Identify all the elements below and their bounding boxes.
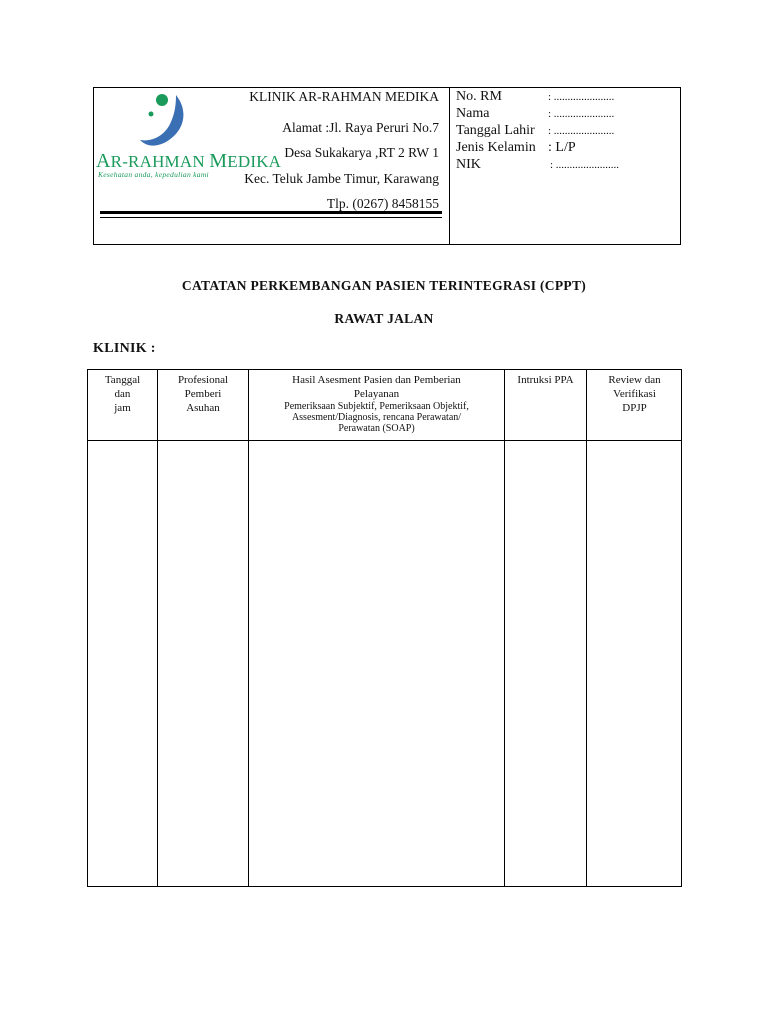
field-label: Nama bbox=[456, 106, 490, 121]
clinic-address-2: Desa Sukakarya ,RT 2 RW 1 bbox=[284, 145, 439, 160]
header-line: Asuhan bbox=[186, 402, 220, 414]
clinic-address-3: Kec. Teluk Jambe Timur, Karawang bbox=[244, 171, 439, 186]
header-subline: Pemeriksaan Subjektif, Pemeriksaan Objektif, bbox=[284, 401, 469, 412]
header-line: DPJP bbox=[622, 402, 647, 414]
field-label: Jenis Kelamin bbox=[456, 140, 536, 155]
header-line: Verifikasi bbox=[613, 388, 656, 400]
header-line: Pelayanan bbox=[353, 388, 400, 400]
field-label: Tanggal Lahir bbox=[456, 123, 535, 138]
field-value: : L/P bbox=[548, 140, 576, 155]
clinic-phone: Tlp. (0267) 8458155 bbox=[326, 196, 439, 211]
header-subline: Assesment/Diagnosis, rencana Perawatan/ bbox=[291, 412, 462, 423]
field-no-rm[interactable] bbox=[456, 89, 615, 105]
field-label: No. RM bbox=[456, 89, 502, 104]
clinic-label: KLINIK : bbox=[93, 341, 156, 356]
table-header-divider bbox=[88, 440, 681, 441]
logo-brand-name: AR-RAHMAN MEDIKA bbox=[96, 150, 282, 172]
header-line: Tanggal bbox=[104, 374, 141, 386]
field-value: : ...................... bbox=[548, 91, 615, 103]
header-rule-thin bbox=[100, 217, 442, 218]
logo-tagline: Kesehatan anda, kepedulian kami bbox=[98, 170, 209, 179]
column-divider bbox=[157, 370, 158, 886]
column-header-review-dpjp bbox=[587, 373, 682, 415]
field-value: : ...................... bbox=[548, 108, 615, 120]
cppt-table bbox=[87, 369, 682, 887]
column-header-tanggal bbox=[88, 373, 157, 415]
field-jenis-kelamin[interactable] bbox=[456, 140, 576, 156]
header-rule-thick bbox=[100, 211, 442, 214]
column-header-hasil-asesment bbox=[249, 373, 504, 434]
header-divider bbox=[449, 88, 450, 244]
logo-dot-small bbox=[149, 112, 154, 117]
header-box bbox=[93, 87, 681, 245]
column-divider bbox=[586, 370, 587, 886]
logo-dot-large bbox=[156, 94, 168, 106]
clinic-address-1: Alamat :Jl. Raya Peruri No.7 bbox=[282, 120, 439, 135]
document-title: CATATAN PERKEMBANGAN PASIEN TERINTEGRASI (CPPT) bbox=[181, 278, 587, 293]
column-divider bbox=[504, 370, 505, 886]
header-line: jam bbox=[114, 402, 131, 414]
column-header-profesional bbox=[158, 373, 248, 415]
header-line: Hasil Asesment Pasien dan Pemberian bbox=[292, 374, 461, 386]
column-divider bbox=[248, 370, 249, 886]
header-subline: Perawatan (SOAP) bbox=[338, 423, 415, 434]
clinic-name: KLINIK AR-RAHMAN MEDIKA bbox=[249, 89, 439, 104]
header-line: Profesional bbox=[177, 374, 229, 386]
field-tanggal-lahir[interactable] bbox=[456, 123, 615, 139]
field-value: : ...................... bbox=[548, 125, 615, 137]
header-line: Intruksi PPA bbox=[517, 374, 574, 386]
header-line: Review dan bbox=[608, 374, 661, 386]
column-header-intruksi-ppa bbox=[505, 373, 586, 387]
header-line: Pemberi bbox=[184, 388, 222, 400]
document-subtitle: RAWAT JALAN bbox=[334, 311, 434, 326]
header-line: dan bbox=[114, 388, 131, 400]
field-nama[interactable] bbox=[456, 106, 615, 122]
field-value: : ....................... bbox=[550, 159, 620, 171]
field-label: NIK bbox=[456, 157, 481, 172]
field-nik[interactable] bbox=[456, 157, 620, 173]
